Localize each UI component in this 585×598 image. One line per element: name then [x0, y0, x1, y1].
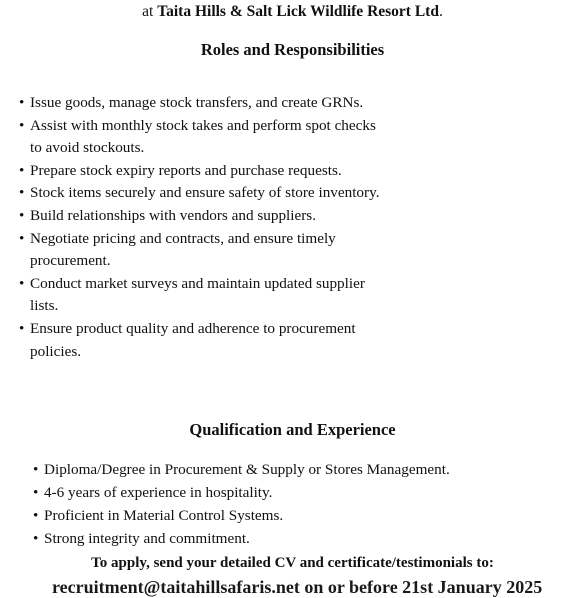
list-item: • Issue goods, manage stock transfers, and create GRNs.: [19, 92, 389, 115]
employer-name: Taita Hills & Salt Lick Wildlife Resort Ltd: [157, 3, 439, 20]
apply-instructions: To apply, send your detailed CV and certificate/testimonials to:: [91, 555, 494, 571]
list-item: • Strong integrity and commitment.: [33, 527, 573, 550]
qualifications-list: [33, 458, 573, 550]
roles-heading: Roles and Responsibilities: [200, 40, 385, 59]
employer-line: [0, 3, 585, 21]
list-item: • Assist with monthly stock takes and perform spot checks to avoid stockouts.: [19, 115, 389, 160]
list-item: • Negotiate pricing and contracts, and ensure timely procurement.: [19, 228, 389, 273]
roles-list: [19, 92, 389, 363]
apply-email-line: recruitment@taitahillsafaris.net on or before 21st January 2025: [52, 577, 543, 597]
list-item: • Diploma/Degree in Procurement & Supply or Stores Management.: [33, 458, 573, 481]
list-item: • Prepare stock expiry reports and purchase requests.: [19, 160, 389, 183]
list-item: • Build relationships with vendors and suppliers.: [19, 205, 389, 228]
list-item: • Proficient in Material Control Systems.: [33, 504, 573, 527]
list-item: • Conduct market surveys and maintain updated supplier lists.: [19, 273, 389, 318]
list-item: • Ensure product quality and adherence to procurement policies.: [19, 318, 389, 363]
employer-prefix: at: [142, 3, 158, 20]
list-item: • Stock items securely and ensure safety of store inventory.: [19, 182, 389, 205]
list-item: • 4-6 years of experience in hospitality.: [33, 481, 573, 504]
employer-suffix: .: [438, 3, 443, 20]
qualifications-heading: Qualification and Experience: [189, 420, 396, 439]
